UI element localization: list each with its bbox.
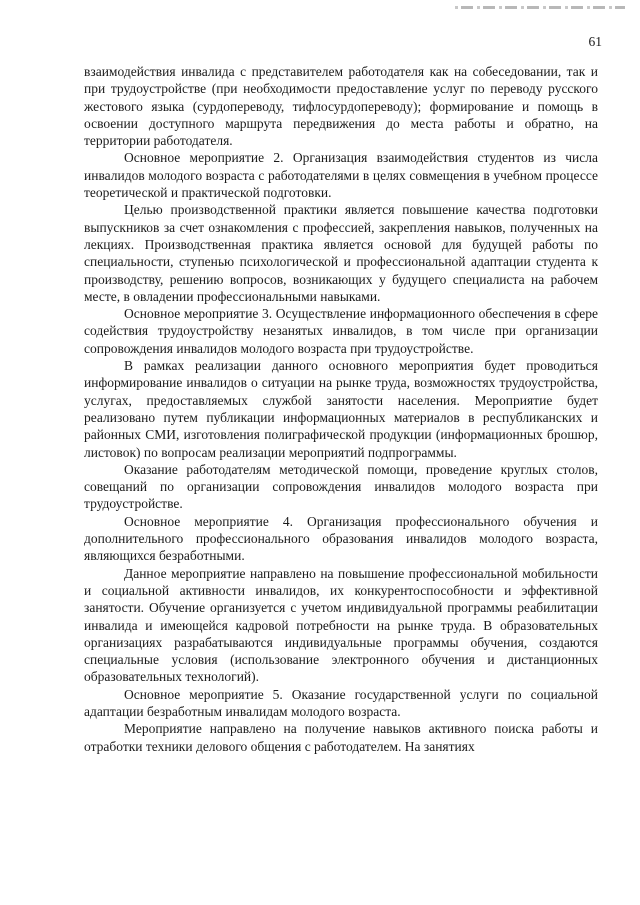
paragraph: Основное мероприятие 5. Оказание государственной услуги по социальной адаптации безработным инвалидам молодого возраста. — [84, 686, 598, 719]
document-body — [84, 63, 598, 755]
scan-artifact — [455, 6, 625, 9]
paragraph: В рамках реализации данного основного мероприятия будет проводиться информирование инвалидов о ситуации на рынке труда, возможностях трудоустройства, услугах, предоставляемых службой занятости населения. Мероприятие будет реализовано путем публикации информационных материалов в республиканских и районных СМИ, изготовления полиграфической продукции (информационных брошюр, листовок) по вопросам реализации мероприятий подпрограммы. — [84, 358, 598, 460]
paragraph: Основное мероприятие 4. Организация профессионального обучения и дополнительного профессионального образования инвалидов молодого возраста, являющихся безработными. — [84, 513, 598, 564]
paragraph: Данное мероприятие направлено на повышение профессиональной мобильности и социальной активности инвалидов, их конкурентоспособности и эффективной занятости. Обучение организуется с учетом индивидуальной программы реабилитации инвалида и имеющейся кадровой потребности на рынке труда. В образовательных организациях разрабатываются индивидуальные программы обучения, создаются специальные условия (использование электронного обучения и дистанционных образовательных технологий). — [84, 565, 598, 685]
paragraph: Целью производственной практики является повышение качества подготовки выпускников за счет ознакомления с профессией, закрепления навыков, полученных на лекциях. Производственная практика является основой для будущей работы по специальности, ступенью психологической и профессиональной адаптации студента к производству, решению вопросов, возникающих у будущего специалиста на рабочем месте, в овладении профессиональными навыками. — [84, 202, 598, 304]
page-number: 61 — [588, 34, 602, 49]
paragraph: Оказание работодателям методической помощи, проведение круглых столов, совещаний по организации сопровождения инвалидов молодого возраста при трудоустройстве. — [84, 461, 598, 512]
paragraph: Основное мероприятие 3. Осуществление информационного обеспечения в сфере содействия трудоустройству незанятых инвалидов, в том числе при организации сопровождения инвалидов молодого возраста при трудоустройстве. — [84, 306, 598, 356]
paragraph: Основное мероприятие 2. Организация взаимодействия студентов из числа инвалидов молодого возраста с работодателями в целях совмещения в учебном процессе теоретической и практической подготовки. — [84, 150, 598, 201]
paragraph: Мероприятие направлено на получение навыков активного поиска работы и отработки техники делового общения с работодателем. На занятиях — [84, 721, 598, 754]
paragraph: взаимодействия инвалида с представителем работодателя как на собеседовании, так и при трудоустройстве (при необходимости предоставление услуг по переводу русского жестового языка (сурдопереводу, тифлосурдопереводу); формирование и помощь в освоении доступного маршрута передвижения до места работы и обратно, на территории работодателя. — [84, 64, 598, 149]
